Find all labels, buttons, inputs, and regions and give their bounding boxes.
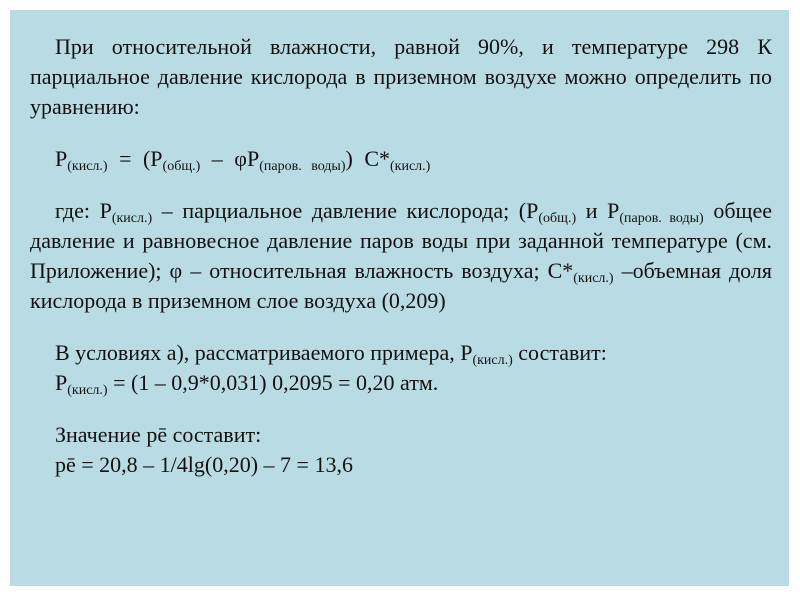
equation-subscript: (паров. воды) — [259, 159, 346, 174]
equation-text: = (P — [107, 146, 163, 171]
spacer — [30, 316, 772, 338]
definition-subscript: (кисл.) — [111, 211, 153, 226]
equation-subscript: (кисл.) — [67, 159, 108, 174]
pe-line-1: Значение pē составит: — [55, 422, 262, 447]
definition-text: и P — [576, 198, 620, 223]
spacer — [30, 174, 772, 196]
example-subscript: (кисл.) — [472, 353, 513, 368]
example-text: В условиях а), рассматриваемого примера, P — [55, 340, 473, 365]
definition-text: общее давление и равновесное давление паров воды при заданной температуре (см. Приложение); φ – относительная влажность воздуха; C* — [30, 198, 772, 283]
pe-line-2: pē = 20,8 – 1/4lg(0,20) – 7 = 13,6 — [55, 452, 353, 477]
equation-text: P — [55, 146, 68, 171]
example-text: P — [55, 370, 68, 395]
definition-subscript: (общ.) — [538, 211, 577, 226]
example-line-1 — [30, 338, 772, 368]
definitions-paragraph — [30, 196, 772, 316]
example-subscript: (кисл.) — [67, 383, 108, 398]
definition-text: где: P — [55, 198, 112, 223]
equation-text: ) C* — [345, 146, 390, 171]
equation-subscript: (кисл.) — [390, 159, 431, 174]
spacer — [30, 122, 772, 144]
definition-subscript: (паров. воды) — [619, 211, 704, 226]
intro-paragraph: При относительной влажности, равной 90%, и температуре 298 К парциальное давление кислорода в приземном воздухе можно определить по уравнению: — [30, 34, 772, 119]
slide-content — [10, 10, 789, 586]
definition-subscript: (кисл.) — [573, 271, 614, 286]
example-line-2 — [30, 368, 772, 398]
example-text: = (1 – 0,9*0,031) 0,2095 = 0,20 атм. — [107, 370, 439, 395]
oxygen-pressure-equation — [30, 144, 772, 174]
example-text: составит: — [512, 340, 607, 365]
equation-text: – φP — [200, 146, 260, 171]
equation-subscript: (общ.) — [162, 159, 201, 174]
definition-text: –объемная доля кислорода в приземном слое воздуха (0,209) — [30, 258, 772, 313]
definition-text: – парциальное давление кислорода; (P — [152, 198, 539, 223]
spacer — [30, 398, 772, 420]
